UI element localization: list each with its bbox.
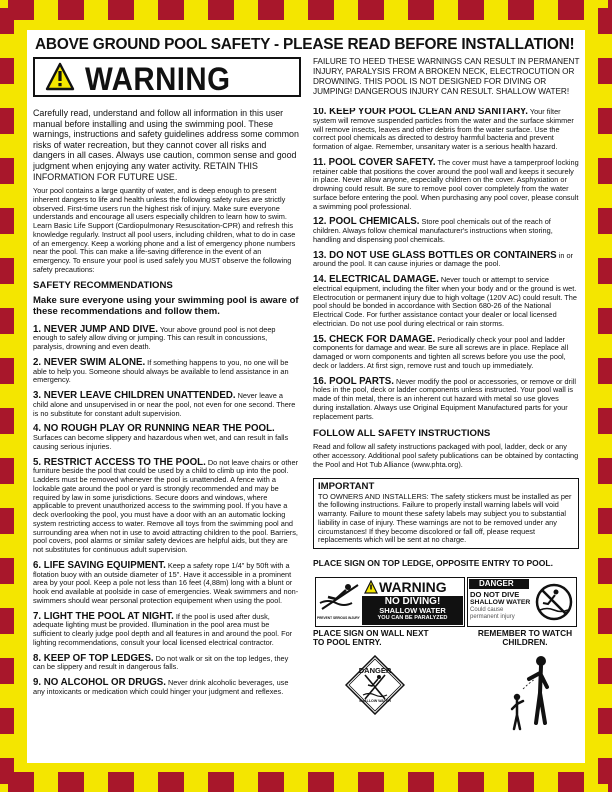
item-text: Your filter system will remove suspended particles from the water and the surface skimmer will remove insects, leaves and other debris from the water surface. Use the correct pool chemicals as directed to destroy harmful bacteria and prevent formation of algae. Remember, unsanitary water is a serious health hazard. bbox=[313, 108, 574, 151]
item-text: Keep a safety rope 1/4" by 50ft with a flotation buoy with an outside diameter of 15". Have it accessible in a prominent area by your pool. Keep a pole not less than 16 feet (4,88m) long with a blunt or hook end available at poolside in case of emergencies. Weak swimmers and non-swimmers should wear personal protection equipement when using the pool. bbox=[33, 560, 299, 605]
list-item bbox=[313, 276, 579, 329]
diamond-shape-icon bbox=[345, 655, 405, 715]
border-stripe bbox=[0, 208, 14, 234]
item-heading: 8. KEEP OF TOP LEDGES. bbox=[33, 652, 154, 664]
border-stripe bbox=[58, 0, 84, 20]
border-stripe bbox=[0, 358, 14, 384]
diver-icon bbox=[318, 581, 360, 611]
item-text: Store pool chemicals out of the reach of children. Always follow chemical manufacturer's instructions when storing, handling and dispensing pool chemicals. bbox=[313, 217, 553, 244]
right-column bbox=[313, 108, 579, 758]
list-item bbox=[33, 559, 299, 606]
border-stripe bbox=[0, 8, 14, 34]
border-stripe bbox=[598, 208, 612, 234]
sign2-danger: DANGER bbox=[469, 579, 529, 589]
list-item bbox=[33, 456, 299, 555]
list-item bbox=[313, 156, 579, 212]
sign2-shallow: SHALLOW WATER bbox=[470, 598, 531, 606]
item-text: Do not walk or sit on the top ledges, they can be slippery and result in dangerous falls. bbox=[33, 653, 289, 672]
border-stripe bbox=[558, 0, 584, 20]
border-stripe bbox=[158, 0, 184, 20]
item-heading: 14. ELECTRICAL DAMAGE. bbox=[313, 274, 439, 285]
sign2-injury: permanent injury bbox=[470, 613, 515, 620]
sign1-warning-strip bbox=[362, 579, 462, 595]
sign1-paralyzed: YOU CAN BE PARALYZED bbox=[377, 614, 448, 621]
border-stripe bbox=[0, 158, 14, 184]
item-text: Surfaces can become slippery and hazardous when wet, and can result in falls causing serious injuries. bbox=[33, 433, 289, 451]
no-diving-sign bbox=[315, 577, 465, 627]
warning-header-box bbox=[33, 57, 301, 97]
item-heading: 3. NEVER LEAVE CHILDREN UNATTENDED. bbox=[33, 390, 236, 402]
border-stripe bbox=[598, 58, 612, 84]
border-stripe bbox=[408, 0, 434, 20]
intro-body: Your pool contains a large quantity of water, and is deep enough to present inherent dangers to life and health unless the following safety rules are strictly observed. First-time users run the highest risk of injury. Make sure everyone understands and encourage all users especially children to learn how to swim. Learn Basic Life Support (Cardiopulmonary Resuscitation-CPR) and refresh this knowledge regularly. Instruct all pool users, including children, what to do in case of an emergency. Keep a working phone and a list of emergency phone numbers near the pool. This can make a life-saving difference in the event of an emergency. To ensure your pool is used safely you MUST observe the following safety precautions: bbox=[33, 186, 296, 274]
item-heading: 7. LIGHT THE POOL AT NIGHT. bbox=[33, 610, 174, 622]
border-stripe bbox=[598, 408, 612, 434]
border-stripe bbox=[598, 8, 612, 34]
right-item-list bbox=[313, 108, 579, 421]
danger-diamond-sign bbox=[345, 655, 405, 715]
border-stripe bbox=[0, 58, 14, 84]
item-heading: 6. LIFE SAVING EQUIPMENT. bbox=[33, 559, 166, 571]
item-heading: 11. POOL COVER SAFETY. bbox=[313, 156, 436, 168]
border-stripe bbox=[208, 0, 234, 20]
list-item bbox=[313, 249, 579, 270]
border-stripe bbox=[458, 0, 484, 20]
border-stripe bbox=[158, 772, 184, 792]
border-stripe bbox=[0, 108, 14, 134]
border-stripe bbox=[408, 772, 434, 792]
border-stripe bbox=[598, 308, 612, 334]
list-item bbox=[33, 652, 299, 673]
sign2-cause: Could cause bbox=[470, 606, 504, 613]
remember-caption: REMEMBER TO WATCH CHILDREN. bbox=[477, 627, 573, 647]
follow-heading: FOLLOW ALL SAFETY INSTRUCTIONS bbox=[313, 428, 491, 440]
place-top-caption: PLACE SIGN ON TOP LEDGE, OPPOSITE ENTRY TO POOL. bbox=[313, 558, 553, 568]
item-heading: 10. KEEP YOUR POOL CLEAN AND SANITARY. bbox=[313, 108, 528, 117]
item-heading: 5. RESTRICT ACCESS TO THE POOL. bbox=[33, 456, 206, 468]
border-stripe bbox=[558, 772, 584, 792]
adult-watching-child-icon bbox=[509, 653, 553, 733]
border-stripe bbox=[0, 258, 14, 284]
border-stripe bbox=[598, 258, 612, 284]
sign3-danger: DANGER bbox=[358, 665, 392, 675]
border-stripe bbox=[358, 772, 384, 792]
list-item bbox=[33, 323, 299, 352]
border-stripe bbox=[258, 772, 284, 792]
sign1-no-diving: NO DIVING! bbox=[384, 595, 441, 607]
sign1-warning: WARNING bbox=[379, 578, 447, 595]
page-title: ABOVE GROUND POOL SAFETY - PLEASE READ BEFORE INSTALLATION! bbox=[35, 36, 575, 53]
item-text: The cover must have a tamperproof locking retainer cable that positions the cover around the pool wall and keeps it securely in place. Never allow anyone, especially children on the cover. Asphyxiation or drowning could result. Be sure to remove pool cover completely from the water surface before entering the pool. When purchasing any pool cover, please consult a swimming pool professional. bbox=[313, 157, 579, 211]
list-item bbox=[313, 375, 579, 422]
item-heading: 13. DO NOT USE GLASS BOTTLES OR CONTAINERS bbox=[313, 249, 557, 261]
left-item-list bbox=[33, 323, 299, 697]
border-stripe bbox=[108, 0, 134, 20]
list-item bbox=[33, 425, 299, 451]
intro-bold: Carefully read, understand and follow all information in this user manual before installing and using the swimming pool. These warnings, instructions and safety guidelines address some common risks of water recreation, but they cannot cover all risks and dangers in all cases. Always use caution, common sense and good judgment when enjoying any water activity. RETAIN THIS INFORMATION FOR FUTURE USE. bbox=[33, 108, 299, 182]
sign1-triangle-icon bbox=[364, 580, 378, 594]
border-stripe bbox=[598, 458, 612, 484]
border-stripe bbox=[598, 608, 612, 634]
border-stripe bbox=[0, 658, 14, 684]
border-stripe bbox=[108, 772, 134, 792]
border-stripe bbox=[0, 708, 14, 734]
item-text: Never leave a child alone and unsupervised in or near the pool, not even for one second. There is no substitute for constant adult supervision. bbox=[33, 391, 296, 418]
no-dive-icon bbox=[534, 582, 574, 622]
warning-triangle-icon bbox=[45, 62, 75, 92]
sign1-shallow: SHALLOW WATER bbox=[379, 605, 446, 615]
item-heading: 4. NO ROUGH PLAY OR RUNNING NEAR THE POOL. bbox=[33, 423, 275, 435]
important-box bbox=[313, 478, 579, 550]
item-text: in or around the pool. It can cause injuries or damage the pool. bbox=[313, 250, 573, 269]
border-stripe bbox=[598, 508, 612, 534]
sign1-black-panel bbox=[362, 596, 463, 625]
item-heading: 9. NO ALCOHOL OR DRUGS. bbox=[33, 677, 166, 689]
border-stripe bbox=[0, 758, 14, 784]
border-stripe bbox=[358, 0, 384, 20]
item-text: If something happens to you, no one will be able to help you. Someone should always be available to lend assistance in an emergency. bbox=[33, 357, 289, 385]
border-stripe bbox=[508, 772, 534, 792]
make-sure-text: Make sure everyone using your swimming pool is aware of these recommendations and follow them. bbox=[33, 294, 299, 317]
item-text: Your above ground pool is not deep enough to safely allow diving or jumping. This can result in concussions, paralysis, drowning and even death. bbox=[33, 324, 276, 352]
border-stripe bbox=[598, 108, 612, 134]
list-item bbox=[33, 392, 299, 418]
sign3-shallow: SHALLOW WATER bbox=[359, 698, 391, 703]
list-item bbox=[33, 356, 299, 385]
border-stripe bbox=[598, 158, 612, 184]
border-stripe bbox=[0, 508, 14, 534]
left-column bbox=[33, 108, 299, 758]
item-text: Never touch or attempt to service electrical equipment, including the filter when your body and or the ground is wet. Electrocution or permanent injury due to high voltage (120V AC) could result. The pool should be bonded in accordance with Section 680-26 of the National Electrical Code. For further assistance contact your dealer or local licensed electrician. Do not use pool during electrical or rain storms. bbox=[313, 275, 577, 328]
border-stripe bbox=[0, 608, 14, 634]
border-stripe bbox=[598, 758, 612, 784]
place-wall-caption: PLACE SIGN ON WALL NEXT TO POOL ENTRY. bbox=[313, 627, 429, 647]
item-text: Do not leave chairs or other furniture beside the pool that could be used by a child to climb up into the pool. Ladders must be removed whenever the pool is unattended. A fence with a lockable gate around the pool or yard is strongly recommended and may be required by law in some jurisdictions. Secure doors and windows, where applicable to prevent unauthorized access to the swimming pool. If you have a deck overlooking the pool, you must have a door with an an automatic locking system restricting access to water. Remove all toys from the swimming pool and surrounding area when not in use to avoid attracting children to the pool. Barriers, pool covers, pool alarms or similar safety devices are helpful aids, but they are not substitutes for continuous adult supervision. bbox=[33, 457, 299, 555]
important-heading: IMPORTANT bbox=[318, 480, 375, 492]
border-stripe bbox=[598, 358, 612, 384]
item-heading: 15. CHECK FOR DAMAGE. bbox=[313, 333, 436, 345]
border-stripe bbox=[0, 458, 14, 484]
border-stripe bbox=[508, 0, 534, 20]
list-item bbox=[33, 679, 299, 697]
list-item bbox=[313, 218, 579, 244]
safety-heading: SAFETY RECOMMENDATIONS bbox=[33, 279, 173, 291]
border-stripe bbox=[598, 708, 612, 734]
border-stripe bbox=[58, 772, 84, 792]
do-not-dive-sign bbox=[467, 577, 577, 627]
list-item bbox=[313, 108, 579, 152]
border-stripe bbox=[308, 0, 334, 20]
warning-text: FAILURE TO HEED THESE WARNINGS CAN RESULT IN PERMANENT INJURY, PARALYSIS FROM A BROKEN NECK, ELECTROCUTION OR DROWNING. THIS POOL IS NOT DESIGNED FOR DIVING OR JUMPING! DANGEROUS INJURY CAN RESULT. SHALLOW WATER! bbox=[313, 57, 580, 96]
border-stripe bbox=[258, 0, 284, 20]
lower-sign-row bbox=[313, 629, 579, 739]
item-heading: 12. POOL CHEMICALS. bbox=[313, 216, 420, 228]
border-stripe bbox=[308, 772, 334, 792]
item-text: Periodically check your pool and ladder components for damage and wear. Be sure all screws are in place. Replace all damaged or worn components and tighten all screws before you use the pool, deck or ladders. At first sign, remove rust and touch up immediately. bbox=[313, 334, 569, 370]
border-stripe bbox=[208, 772, 234, 792]
warning-word: WARNING bbox=[85, 61, 231, 97]
sign2-no-dive: DO NOT DIVE bbox=[470, 589, 520, 599]
border-stripe bbox=[458, 772, 484, 792]
item-heading: 1. NEVER JUMP AND DIVE. bbox=[33, 323, 158, 335]
border-stripe bbox=[598, 658, 612, 684]
border-stripe bbox=[598, 558, 612, 584]
border-stripe bbox=[0, 308, 14, 334]
item-text: If the pool is used after dusk, adequate lighting must be provided. Illumination in the pool area must be sufficient to clearly judge pool depth and all features in and around the pool. For lighting recommendations, consult your local licensed electrical contractor. bbox=[33, 611, 293, 647]
list-item bbox=[33, 610, 299, 648]
item-heading: 2. NEVER SWIM ALONE. bbox=[33, 356, 146, 368]
item-heading: 16. POOL PARTS. bbox=[313, 375, 394, 387]
border-stripe bbox=[0, 558, 14, 584]
document-panel bbox=[27, 30, 585, 763]
sign1-small: PREVENT SERIOUS INJURY bbox=[317, 615, 360, 620]
border-stripe bbox=[0, 408, 14, 434]
list-item bbox=[313, 333, 579, 371]
item-text: Never drink alcoholic beverages, use any intoxicants or medication which could hinger your judgment and reflexes. bbox=[33, 678, 289, 696]
item-text: Never modify the pool or accessories, or remove or drill holes in the pool, deck or ladder components unless instructed. Your pool wall is made of thin metal, there is an inherent cut hazard with metal so use gloves during installation. Always use Original Equipment Manufactured parts for your replacement parts. bbox=[313, 376, 576, 421]
follow-text: Read and follow all safety instructions packaged with pool, ladder, deck or any other accessory. Additional pool safety publications can be obtained by contacting the Pool and Hot Tub Alliance (www.phta.org). bbox=[313, 442, 579, 469]
important-text: TO OWNERS AND INSTALLERS: The safety stickers must be installed as per the following instructions. Failure to properly install warning labels will void warranty. Failure to mount these safety labels may subject you to substantial liability in case of injury. These warnings are not to be removed under any circumstances! If they become discolored or fall off, please request replacements which will be sent at no charge. bbox=[318, 491, 572, 545]
